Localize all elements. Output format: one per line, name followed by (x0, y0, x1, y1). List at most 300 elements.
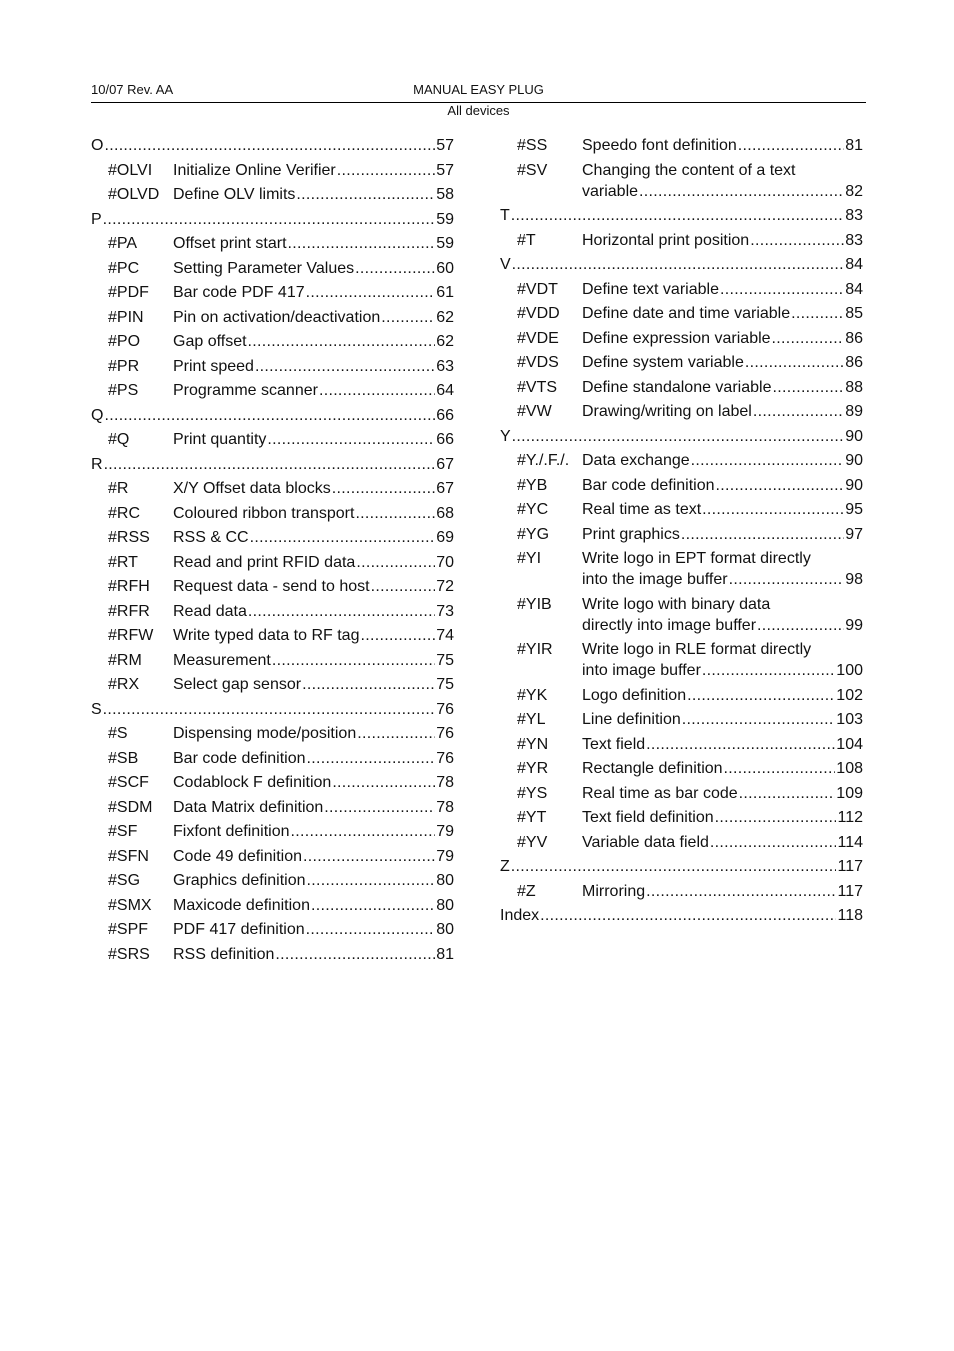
entry-title: P (91, 210, 102, 228)
entry-title-block (173, 184, 454, 205)
page-number: 89 (845, 403, 863, 420)
toc-entry[interactable] (500, 524, 863, 545)
command-code: #VW (517, 403, 552, 420)
dot-leader (646, 881, 836, 902)
entry-title-block (173, 919, 454, 940)
toc-entry[interactable] (91, 748, 454, 769)
toc-entry[interactable] (500, 734, 863, 755)
dot-leader (356, 552, 435, 573)
toc-entry[interactable] (91, 650, 454, 671)
entry-title: Maxicode definition (173, 896, 310, 914)
toc-section-letter[interactable] (91, 699, 454, 720)
toc-entry[interactable] (500, 807, 863, 828)
entry-title: Index (500, 907, 540, 924)
page-number: 88 (845, 378, 863, 396)
entry-title-block (173, 233, 454, 254)
dot-leader (357, 723, 435, 744)
toc-section-letter[interactable] (500, 905, 863, 926)
dot-leader (248, 601, 435, 622)
entry-title-block (173, 821, 454, 842)
command-code: #YG (517, 525, 550, 543)
entry-title-block (173, 160, 454, 181)
dot-leader (332, 772, 435, 793)
page-number: 90 (845, 476, 863, 494)
dot-leader (512, 254, 845, 275)
command-code: #RT (108, 553, 138, 571)
entry-title: Text field (582, 735, 646, 753)
command-code: #PA (108, 235, 138, 252)
command-code: #RM (108, 651, 142, 669)
entry-title: Initialize Online Verifier (173, 161, 336, 179)
command-code: #SS (517, 137, 548, 154)
entry-title-block (582, 328, 863, 349)
toc-entry[interactable] (91, 356, 454, 377)
toc-entry[interactable] (91, 380, 454, 401)
entry-title-block (582, 279, 863, 300)
entry-title: Codablock F definition (173, 774, 332, 791)
entry-title: Dispensing mode/position (173, 725, 357, 742)
page-number: 86 (845, 354, 863, 371)
command-code: #RX (108, 676, 140, 693)
entry-title: Variable data field (582, 833, 709, 851)
dot-leader (337, 160, 435, 181)
entry-title: Changing the content of a text (582, 161, 796, 179)
entry-title-block (173, 356, 454, 377)
entry-title: Rectangle definition (582, 760, 723, 777)
entry-title-block (582, 734, 863, 755)
dot-leader (296, 184, 435, 205)
command-code: #OLVI (108, 161, 153, 179)
page-number: 85 (845, 305, 863, 322)
command-code: #PS (108, 382, 139, 399)
command-code: #SMX (108, 896, 152, 914)
entry-title-block (173, 870, 454, 891)
toc-entry[interactable] (500, 758, 863, 779)
command-code: #SF (108, 823, 138, 840)
dot-leader (311, 895, 435, 916)
command-code: #SG (108, 872, 141, 889)
toc-entry[interactable] (91, 160, 454, 181)
entry-title: Define system variable (582, 354, 744, 371)
entry-title-line2: into image buffer (582, 662, 701, 679)
toc-entry[interactable] (91, 919, 454, 940)
dot-leader (381, 307, 435, 328)
toc-entry[interactable] (91, 282, 454, 303)
entry-title: Print graphics (582, 525, 680, 543)
entry-title: Speedo font definition (582, 137, 737, 154)
entry-title-block (582, 352, 863, 373)
command-code: #S (108, 725, 128, 742)
toc-entry[interactable] (91, 258, 454, 279)
entry-title: Define expression variable (582, 329, 771, 347)
command-code: #SV (517, 161, 548, 179)
entry-title-block (173, 650, 454, 671)
entry-title: Print speed (173, 357, 254, 375)
dot-leader (104, 135, 435, 156)
command-code: #SRS (108, 945, 150, 963)
page-number: 61 (436, 284, 454, 301)
entry-title-block (173, 601, 454, 622)
entry-title-block (173, 576, 454, 597)
command-code: #YR (517, 760, 549, 777)
toc-entry[interactable] (500, 685, 863, 706)
dot-leader (729, 569, 845, 590)
entry-title-block (582, 160, 863, 202)
command-code: #SDM (108, 798, 153, 816)
page-number: 67 (436, 480, 454, 497)
dot-leader (702, 660, 835, 681)
entry-title-block (173, 895, 454, 916)
entry-title: Offset print start (173, 235, 287, 252)
command-code: #Y./.F./. (517, 452, 570, 469)
entry-title-line2: into the image buffer (582, 571, 728, 588)
toc-entry[interactable] (500, 135, 863, 156)
entry-title-block (582, 230, 863, 251)
toc-entry[interactable] (91, 625, 454, 646)
dot-leader (720, 279, 844, 300)
command-code: #YIR (517, 641, 553, 658)
page-number: 76 (436, 725, 454, 742)
toc-entry[interactable] (500, 709, 863, 730)
toc-entry[interactable] (500, 594, 863, 636)
command-code: #T (517, 231, 536, 249)
command-code: #YIB (517, 595, 552, 613)
page-number: 57 (436, 137, 454, 154)
entry-title: Define text variable (582, 280, 719, 298)
toc-entry[interactable] (500, 279, 863, 300)
toc-entry[interactable] (91, 233, 454, 254)
command-code: #PDF (108, 284, 149, 301)
dot-leader (739, 783, 836, 804)
toc-section-letter[interactable] (91, 135, 454, 156)
entry-title: Line definition (582, 711, 681, 728)
dot-leader (324, 797, 435, 818)
entry-title: Data Matrix definition (173, 798, 324, 816)
entry-title: Read and print RFID data (173, 553, 356, 571)
toc-entry[interactable] (91, 601, 454, 622)
toc-entry[interactable] (91, 846, 454, 867)
page-number: 118 (837, 907, 863, 924)
entry-title-block (173, 723, 454, 744)
dot-leader (738, 135, 844, 156)
entry-title-block (582, 758, 863, 779)
page-number: 75 (436, 676, 454, 693)
entry-title-block (173, 429, 454, 450)
dot-leader (255, 356, 435, 377)
command-code: #Z (517, 882, 536, 900)
toc-entry[interactable] (500, 377, 863, 398)
page-number: 102 (836, 686, 863, 704)
dot-leader (511, 856, 837, 877)
entry-title-block (173, 527, 454, 548)
entry-title-block (173, 797, 454, 818)
entry-title-block (582, 807, 863, 828)
entry-title: Real time as bar code (582, 784, 738, 802)
command-code: #SB (108, 749, 139, 767)
dot-leader (272, 650, 435, 671)
command-code: #PIN (108, 308, 144, 326)
entry-title: Print quantity (173, 431, 267, 448)
dot-leader (248, 331, 436, 352)
toc-section-letter[interactable] (91, 209, 454, 230)
dot-leader (303, 846, 435, 867)
toc-entry[interactable] (500, 548, 863, 590)
toc-section-letter[interactable] (500, 426, 863, 447)
page-number: 66 (436, 431, 454, 448)
toc-entry[interactable] (500, 881, 863, 902)
dot-leader (682, 709, 836, 730)
dot-leader (306, 282, 436, 303)
entry-title: Coloured ribbon transport (173, 504, 355, 522)
entry-title-block (582, 401, 863, 422)
toc-entry[interactable] (91, 772, 454, 793)
page-number: 80 (436, 896, 454, 914)
page-number: 84 (845, 256, 863, 273)
dot-leader (745, 352, 844, 373)
dot-leader (267, 429, 435, 450)
entry-title-block (173, 282, 454, 303)
toc-entry[interactable] (91, 331, 454, 352)
entry-title: Code 49 definition (173, 847, 302, 865)
revision-label: 10/07 Rev. AA (91, 82, 174, 97)
page-number: 97 (845, 525, 863, 543)
toc-entry[interactable] (91, 821, 454, 842)
entry-title: Select gap sensor (173, 676, 302, 693)
dot-leader (710, 832, 837, 853)
dot-leader (306, 919, 436, 940)
toc-entry[interactable] (91, 797, 454, 818)
page-number: 76 (436, 700, 454, 718)
toc-entry[interactable] (500, 303, 863, 324)
page-number: 108 (836, 760, 863, 777)
dot-leader (332, 478, 435, 499)
page-number: 86 (845, 329, 863, 347)
entry-title-block (582, 135, 863, 156)
toc-entry[interactable] (500, 230, 863, 251)
entry-title: Define date and time variable (582, 305, 791, 322)
entry-title-block (173, 380, 454, 401)
toc-entry[interactable] (500, 328, 863, 349)
dot-leader (511, 205, 844, 226)
toc-entry[interactable] (91, 527, 454, 548)
page-number: 64 (436, 382, 454, 399)
toc-entry[interactable] (500, 783, 863, 804)
toc-entry[interactable] (91, 307, 454, 328)
command-code: #YC (517, 501, 549, 518)
entry-title-block (173, 748, 454, 769)
toc-section-letter[interactable] (91, 454, 454, 475)
entry-title: Drawing/writing on label (582, 403, 752, 420)
command-code: #RFW (108, 627, 154, 644)
page-number: 104 (836, 735, 863, 753)
dot-leader (104, 454, 436, 475)
command-code: #PC (108, 259, 140, 277)
dot-leader (691, 450, 845, 471)
entry-title: Graphics definition (173, 872, 306, 889)
page-number: 81 (436, 945, 454, 963)
page-number: 103 (836, 711, 863, 728)
dot-leader (360, 625, 435, 646)
entry-title: Request data - send to host (173, 578, 370, 595)
entry-title: Bar code PDF 417 (173, 284, 305, 301)
page-number: 81 (845, 137, 863, 154)
toc-section-letter[interactable] (500, 856, 863, 877)
entry-title: Gap offset (173, 333, 247, 350)
entry-title: PDF 417 definition (173, 921, 305, 938)
entry-title: Define standalone variable (582, 378, 772, 396)
dot-leader (750, 230, 844, 251)
dot-leader (639, 181, 844, 202)
entry-title-block (173, 478, 454, 499)
entry-title-block (173, 944, 454, 965)
entry-title-block (173, 625, 454, 646)
page-number: 73 (436, 602, 454, 620)
dot-leader (702, 499, 844, 520)
page-number: 90 (845, 452, 863, 469)
page-number: 74 (436, 627, 454, 644)
toc-entry[interactable] (91, 674, 454, 695)
dot-leader (104, 405, 435, 426)
entry-title: S (91, 700, 102, 718)
page-number: 59 (436, 210, 454, 228)
entry-title: R (91, 455, 103, 473)
command-code: #RFR (108, 602, 150, 620)
page-number: 80 (436, 921, 454, 938)
page-number: 68 (436, 504, 454, 522)
toc-entry[interactable] (500, 639, 863, 681)
toc-entry[interactable] (500, 450, 863, 471)
toc-entry[interactable] (91, 870, 454, 891)
toc-entry[interactable] (500, 352, 863, 373)
entry-title: Y (500, 427, 511, 445)
page-number: 90 (845, 427, 863, 445)
toc-entry[interactable] (91, 184, 454, 205)
dot-leader (757, 615, 844, 636)
page-number: 72 (436, 578, 454, 595)
page-number: 83 (845, 207, 863, 224)
dot-leader (355, 258, 435, 279)
dot-leader (103, 699, 436, 720)
page-number: 112 (837, 809, 863, 826)
entry-title: Real time as text (582, 501, 702, 518)
toc-entry[interactable] (91, 895, 454, 916)
dot-leader (307, 870, 436, 891)
entry-title-block (173, 846, 454, 867)
entry-title-continuation (582, 615, 863, 636)
toc-section-letter[interactable] (91, 405, 454, 426)
entry-title: Text field definition (582, 809, 714, 826)
page-number: 62 (436, 308, 454, 326)
page-number: 69 (436, 529, 454, 546)
entry-title: Write logo with binary data (582, 595, 771, 613)
entry-title-block (582, 303, 863, 324)
toc-entry[interactable] (91, 576, 454, 597)
dot-leader (307, 748, 436, 769)
entry-title-block (582, 548, 863, 590)
dot-leader (371, 576, 436, 597)
toc-entry[interactable] (91, 478, 454, 499)
entry-title: RSS definition (173, 945, 275, 963)
toc-entry[interactable] (500, 475, 863, 496)
page-number: 100 (836, 662, 863, 679)
page-number: 82 (845, 182, 863, 200)
dot-leader (681, 524, 844, 545)
command-code: #VDS (517, 354, 559, 371)
entry-title: Horizontal print position (582, 231, 750, 249)
dot-leader (302, 674, 435, 695)
dot-leader (103, 209, 436, 230)
command-code: #OLVD (108, 186, 160, 203)
toc-entry[interactable] (91, 429, 454, 450)
entry-title: RSS & CC (173, 529, 249, 546)
entry-title: Fixfont definition (173, 823, 290, 840)
entry-title-block (582, 832, 863, 853)
entry-title: Measurement (173, 651, 271, 669)
entry-title-block (582, 639, 863, 681)
command-code: #Q (108, 431, 130, 448)
command-code: #R (108, 480, 129, 497)
command-code: #SCF (108, 774, 149, 791)
toc-entry[interactable] (91, 503, 454, 524)
command-code: #YV (517, 833, 548, 851)
page-number: 117 (837, 858, 863, 875)
toc-entry[interactable] (500, 832, 863, 853)
dot-leader (540, 905, 836, 926)
dot-leader (646, 734, 835, 755)
toc-entry[interactable] (500, 401, 863, 422)
toc-entry[interactable] (91, 944, 454, 965)
entry-title-block (173, 503, 454, 524)
dot-leader (355, 503, 435, 524)
page-number: 78 (436, 774, 454, 791)
command-code: #YI (517, 550, 542, 567)
command-code: #SPF (108, 921, 149, 938)
toc-entry[interactable] (500, 499, 863, 520)
entry-title: Pin on activation/deactivation (173, 308, 381, 326)
entry-title-block (582, 475, 863, 496)
entry-title-block (582, 685, 863, 706)
page-number: 99 (845, 616, 863, 634)
page-number: 60 (436, 259, 454, 277)
entry-title: V (500, 256, 511, 273)
toc-entry[interactable] (500, 160, 863, 202)
entry-title: Q (91, 406, 104, 424)
entry-title: X/Y Offset data blocks (173, 480, 331, 497)
toc-section-letter[interactable] (500, 205, 863, 226)
entry-title-block (173, 307, 454, 328)
toc-entry[interactable] (91, 723, 454, 744)
command-code: #YK (517, 686, 548, 704)
entry-title-block (173, 772, 454, 793)
entry-title: Define OLV limits (173, 186, 296, 203)
entry-title-block (173, 552, 454, 573)
dot-leader (291, 821, 436, 842)
dot-leader (791, 303, 844, 324)
toc-section-letter[interactable] (500, 254, 863, 275)
page-number: 75 (436, 651, 454, 669)
page-number: 83 (845, 231, 863, 249)
command-code: #RFH (108, 578, 150, 595)
entry-title: Read data (173, 602, 247, 620)
dot-leader (772, 328, 845, 349)
devices-label: All devices (447, 103, 510, 118)
toc-left-column (91, 135, 454, 965)
toc-entry[interactable] (91, 552, 454, 573)
dot-leader (275, 944, 435, 965)
page-number: 98 (845, 571, 863, 588)
dot-leader (724, 758, 836, 779)
entry-title: Z (500, 858, 510, 875)
